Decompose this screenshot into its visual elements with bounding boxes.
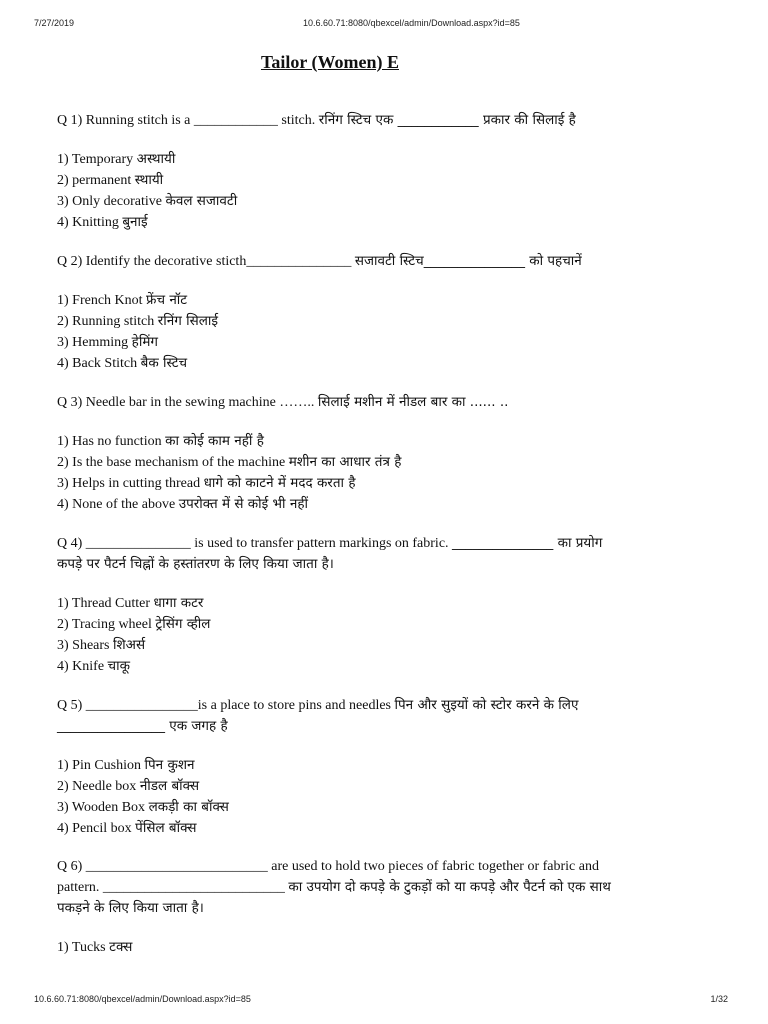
option: 2) Tracing wheel ट्रेसिंग व्हील — [57, 616, 211, 632]
option: 4) Pencil box पेंसिल बॉक्स — [57, 820, 197, 836]
print-date: 7/27/2019 — [34, 18, 75, 28]
question-text: Q 6) __________________________ are used to hold two pieces of fabric together or fabric and pattern. __________________________ का उपयोग दो कपड़े के टुकड़ों को या कपड़े और पैटर्न को एक साथ पकड़ने के लिए किया जाता है। — [57, 859, 611, 916]
option: 4) Knife चाकू — [57, 658, 130, 674]
print-footer-url: 10.6.60.71:8080/qbexcel/admin/Download.aspx?id=85 — [34, 994, 251, 1004]
option: 3) Wooden Box लकड़ी का बॉक्स — [57, 799, 229, 815]
question-6 — [57, 857, 617, 958]
question-text: Q 2) Identify the decorative sticth_______________ सजावटी स्टिच_______________ को पहचानें — [57, 253, 582, 269]
option: 2) Is the base mechanism of the machine मशीन का आधार तंत्र है — [57, 454, 402, 470]
option: 4) Back Stitch बैक स्टिच — [57, 355, 188, 371]
option: 1) Thread Cutter धागा कटर — [57, 595, 204, 611]
question-text: Q 3) Needle bar in the sewing machine …….. सिलाई मशीन में नीडल बार का ...... .. — [57, 394, 509, 410]
option: 1) French Knot फ्रेंच नॉट — [57, 292, 188, 308]
option: 3) Hemming हेमिंग — [57, 334, 158, 350]
question-text: Q 1) Running stitch is a ____________ stitch. रनिंग स्टिच एक ____________ प्रकार की सिलाई है — [57, 112, 576, 128]
option: 3) Helps in cutting thread धागे को काटने में मदद करता है — [57, 475, 356, 491]
page-number: 1/32 — [710, 994, 728, 1004]
option: 1) Temporary अस्थायी — [57, 151, 176, 167]
question-text: Q 4) _______________ is used to transfer pattern markings on fabric. _______________ का प्रयोग कपड़े पर पैटर्न चिह्नों के हस्तांतरण के लिए किया जाता है। — [57, 535, 603, 572]
option: 4) None of the above उपरोक्त में से कोई भी नहीं — [57, 496, 308, 512]
option: 2) Needle box नीडल बॉक्स — [57, 778, 200, 794]
question-3 — [57, 392, 617, 515]
option: 2) Running stitch रनिंग सिलाई — [57, 313, 219, 329]
option: 2) permanent स्थायी — [57, 172, 164, 188]
option: 4) Knitting बुनाई — [57, 214, 148, 230]
question-2 — [57, 251, 617, 374]
question-4 — [57, 533, 617, 677]
option: 1) Has no function का कोई काम नहीं है — [57, 433, 264, 449]
option: 3) Shears शिअर्स — [57, 637, 146, 653]
question-1 — [57, 110, 617, 233]
option: 1) Pin Cushion पिन कुशन — [57, 757, 195, 773]
option: 1) Tucks टक्स — [57, 939, 133, 955]
question-text: Q 5) ________________is a place to store pins and needles पिन और सुइयों को स्टोर करने के लिए ________________ एक जगह है — [57, 697, 579, 734]
question-5 — [57, 695, 617, 839]
option: 3) Only decorative केवल सजावटी — [57, 193, 238, 209]
page-title: Tailor (Women) E — [260, 52, 399, 72]
print-url: 10.6.60.71:8080/qbexcel/admin/Download.aspx?id=85 — [303, 18, 520, 28]
question-list — [57, 110, 617, 976]
